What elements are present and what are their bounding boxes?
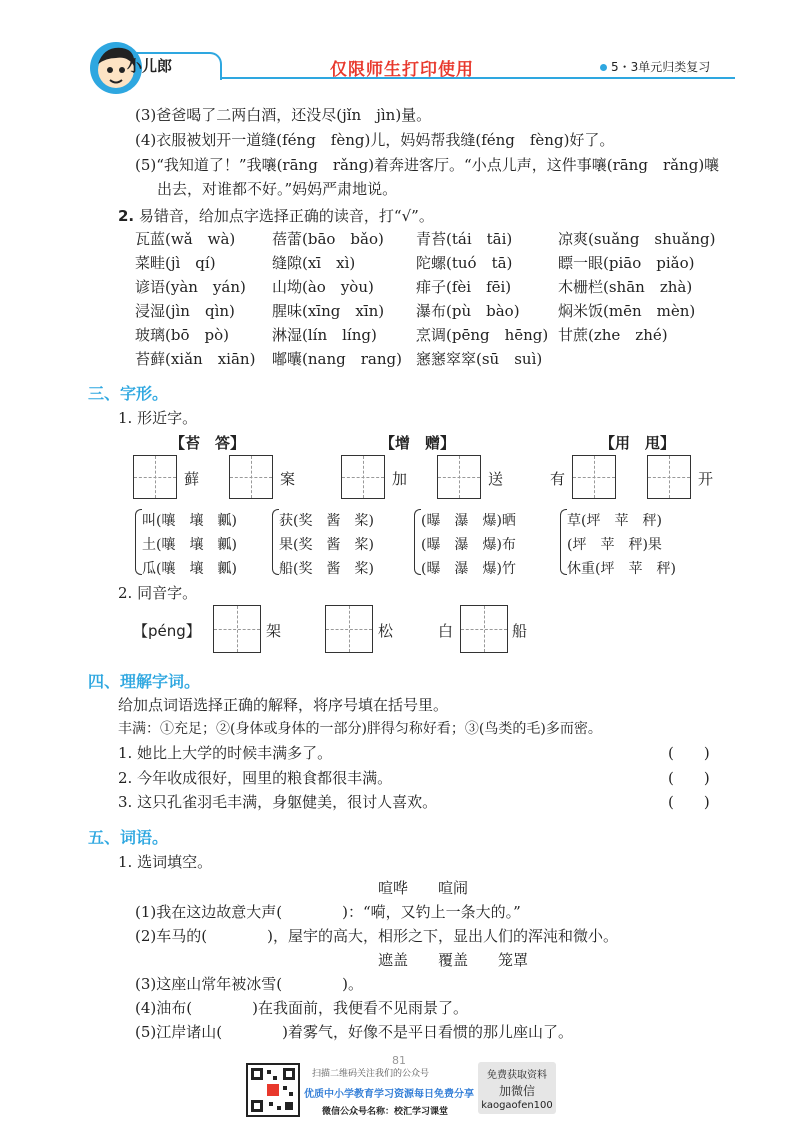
q2-item: 浸湿(jìn qìn)	[135, 302, 235, 320]
char-suffix: 加	[392, 470, 408, 488]
sec3-q1: 1. 形近字。	[118, 409, 198, 427]
footer-slogan: 优质中小学教育学习资源每日免费分享	[304, 1089, 474, 1100]
sec4-item-1: 1. 她比上大学的时候丰满多了。	[118, 744, 333, 762]
answer-blank[interactable]: ( )	[668, 793, 710, 811]
pinyin-peng: 【péng】	[133, 622, 201, 640]
section-5-title: 五、词语。	[88, 828, 169, 847]
choice-line: 叫(嚷 壤 瓤)	[142, 513, 237, 529]
choice-line: 土(嚷 壤 瓤)	[142, 537, 237, 553]
char-box[interactable]	[133, 455, 177, 499]
q1-line-3: (3)爸爸喝了二两白酒，还没尽(jǐn jìn)量。	[135, 106, 432, 124]
box-line-3: kaogaofen100	[481, 1100, 553, 1111]
footer-scan-text: 扫描二维码关注我们的公众号	[312, 1069, 430, 1079]
qr-pattern-icon	[248, 1065, 298, 1115]
q2-item: 瞟一眼(piāo piǎo)	[558, 254, 695, 272]
sec5-line-3: (3)这座山常年被冰雪( )。	[135, 975, 363, 993]
sec4-definition: 丰满：①充足；②(身体或身体的一部分)胖得匀称好看；③(鸟类的毛)多而密。	[118, 721, 602, 737]
group-zeng: 【增 赠】	[380, 434, 456, 452]
brace	[135, 509, 142, 575]
char-box[interactable]	[213, 605, 261, 653]
qr-code-icon	[246, 1063, 300, 1117]
sec5-line-5: (5)江岸诸山( )着雾气，好像不是平日看惯的那儿座山了。	[135, 1023, 573, 1041]
q1-line-4: (4)衣服被划开一道缝(féng fèng)儿，妈妈帮我缝(féng fèng)好了。	[135, 131, 615, 149]
q2-item: 玻璃(bō pò)	[135, 326, 229, 344]
brace	[272, 509, 279, 575]
char-prefix: 白	[438, 622, 454, 640]
choice-line: 获(奖 酱 桨)	[279, 513, 374, 529]
sec4-item-3: 3. 这只孔雀羽毛丰满，身躯健美，很讨人喜欢。	[118, 793, 438, 811]
choice-line: 休重(坪 苹 秤)	[567, 561, 676, 577]
sec5-line-1: (1)我在这边故意大声( )：“嗬，又钓上一条大的。”	[135, 903, 521, 921]
q2-item: 烹调(pēng hēng)	[416, 326, 549, 344]
q2-item: 青苔(tái tāi)	[416, 230, 513, 248]
choice-line: (曝 瀑 爆)布	[421, 537, 516, 553]
brace	[414, 509, 421, 575]
wechat-box	[478, 1062, 556, 1114]
q2-item: 缝隙(xī xì)	[272, 254, 356, 272]
choice-line: (曝 瀑 爆)晒	[421, 513, 516, 529]
q2-item: 窸窸窣窣(sū suì)	[416, 350, 543, 368]
choice-line: 草(坪 苹 秤)	[567, 513, 662, 529]
q2-title: 易错音，给加点字选择正确的读音，打“√”。	[138, 207, 434, 225]
page-number: 81	[392, 1054, 406, 1067]
sec5-line-2: (2)车马的( )，屋宇的高大，相形之下，显出人们的浑沌和微小。	[135, 927, 618, 945]
q2-item: 木栅栏(shān zhà)	[558, 278, 693, 296]
char-box[interactable]	[647, 455, 691, 499]
q2-item: 淋湿(lín líng)	[272, 326, 377, 344]
char-suffix: 松	[378, 622, 394, 640]
box-line-1: 免费获取资料	[487, 1070, 547, 1081]
q2-item: 瓦蓝(wǎ wà)	[135, 230, 236, 248]
q2-item: 瀑布(pù bào)	[416, 302, 520, 320]
sec4-instr: 给加点词语选择正确的解释，将序号填在括号里。	[118, 696, 449, 714]
box-line-2: 加微信	[498, 1084, 535, 1098]
unit-label	[600, 58, 710, 75]
section-3-title: 三、字形。	[88, 384, 169, 403]
q2-item: 凉爽(suǎng shuǎng)	[558, 230, 716, 248]
group-yong: 【用 甩】	[600, 434, 676, 452]
q2-item: 焖米饭(mēn mèn)	[558, 302, 696, 320]
q2-item: 山坳(ào yòu)	[272, 278, 374, 296]
q2-item: 菜畦(jì qí)	[135, 254, 216, 272]
word-choices-2: 遮盖 覆盖 笼罩	[378, 951, 529, 969]
q2-item: 谚语(yàn yán)	[135, 278, 246, 296]
q2-item: 腥味(xīng xīn)	[272, 302, 385, 320]
sec5-line-4: (4)油布( )在我面前，我便看不见雨景了。	[135, 999, 468, 1017]
answer-blank[interactable]: ( )	[668, 769, 710, 787]
print-watermark: 仅限师生打印使用	[330, 60, 474, 80]
choice-line: (坪 苹 秤)果	[567, 537, 662, 553]
group-tai-da: 【苔 答】	[170, 434, 246, 452]
char-suffix: 架	[266, 622, 282, 640]
sec4-item-2: 2. 今年收成很好，囤里的粮食都很丰满。	[118, 769, 393, 787]
q2-item: 嘟囔(nang rang)	[272, 350, 402, 368]
char-suffix: 送	[488, 470, 504, 488]
bullet-icon	[600, 64, 607, 71]
q2-item: 痱子(fèi fēi)	[416, 278, 512, 296]
char-suffix: 开	[698, 470, 714, 488]
choice-line: 瓜(嚷 壤 瓤)	[142, 561, 237, 577]
char-prefix: 有	[550, 470, 566, 488]
q2-item: 蓓蕾(bāo bǎo)	[272, 230, 384, 248]
sec3-q2: 2. 同音字。	[118, 584, 198, 602]
brace	[560, 509, 567, 575]
word-choices-1: 喧哗 喧闹	[378, 879, 469, 897]
answer-blank[interactable]: ( )	[668, 744, 710, 762]
q1-line-5-cont: 出去，对谁都不好。”妈妈严肃地说。	[157, 180, 398, 198]
brand-name: 小儿郎	[127, 57, 173, 75]
q2-number: 2.	[118, 207, 135, 225]
char-suffix: 船	[512, 622, 528, 640]
char-box[interactable]	[437, 455, 481, 499]
sec5-q1: 1. 选词填空。	[118, 853, 213, 871]
choice-line: 果(奖 酱 桨)	[279, 537, 374, 553]
char-box[interactable]	[460, 605, 508, 653]
choice-line: (曝 瀑 爆)竹	[421, 561, 516, 577]
char-suffix: 藓	[184, 470, 200, 488]
footer-account: 微信公众号名称：校汇学习课堂	[322, 1107, 449, 1117]
q2-item: 苔藓(xiǎn xiān)	[135, 350, 256, 368]
section-4-title: 四、理解字词。	[88, 672, 201, 691]
q2-heading	[118, 205, 434, 226]
char-box[interactable]	[229, 455, 273, 499]
choice-line: 船(奖 酱 桨)	[279, 561, 374, 577]
char-suffix: 案	[280, 470, 296, 488]
q2-item: 陀螺(tuó tā)	[416, 254, 513, 272]
char-box[interactable]	[572, 455, 616, 499]
q2-item: 甘蔗(zhe zhé)	[558, 326, 668, 344]
q1-line-5: (5)“我知道了！”我嚷(rāng rǎng)着奔进客厅。“小点儿声，这件事嚷(rāng rǎng)嚷	[135, 156, 720, 174]
char-box[interactable]	[325, 605, 373, 653]
unit-text: 5・3单元归类复习	[611, 60, 711, 74]
char-box[interactable]	[341, 455, 385, 499]
